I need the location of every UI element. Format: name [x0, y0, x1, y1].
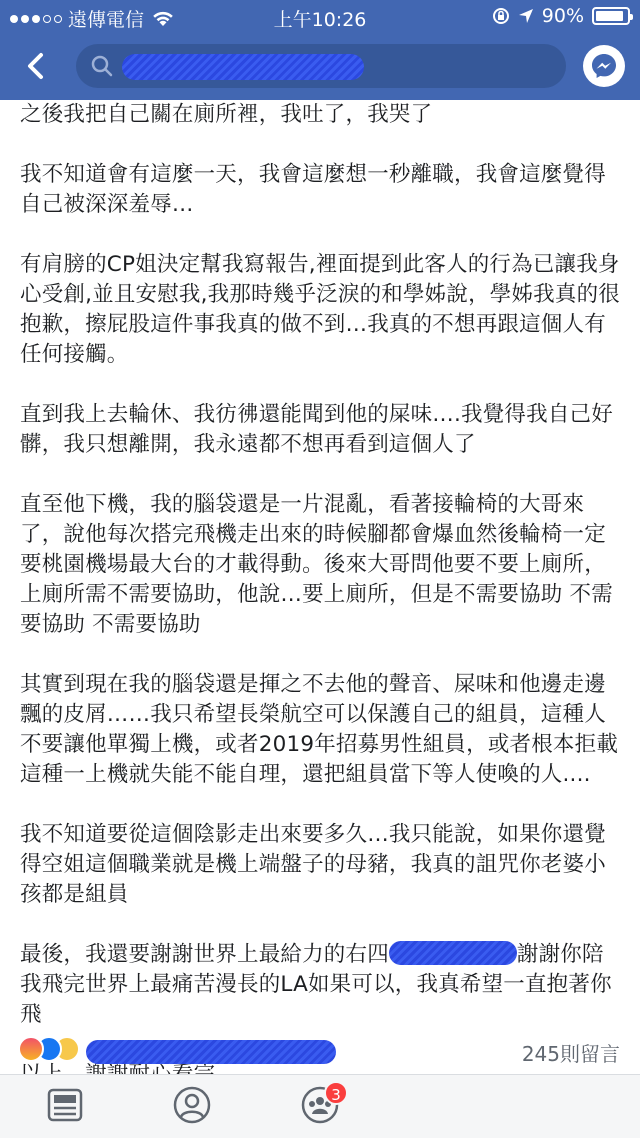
post-paragraph: 之後我把自己關在廁所裡，我吐了，我哭了 [20, 102, 433, 127]
nav-bar [0, 32, 640, 100]
status-bar [0, 0, 640, 32]
post-paragraph: 我不知道會有這麼一天，我會這麼想一秒離職，我會這麼覺得自己被深深羞辱… [20, 162, 606, 217]
post-paragraph-thanks [20, 940, 624, 1030]
reactions-bar[interactable] [18, 1034, 622, 1070]
post-body [20, 100, 624, 1027]
thanks-text-after: 謝謝你陪我飛完世界上最痛苦漫長的LA如果可以，我真希望一直抱著你飛 [20, 942, 612, 1027]
location-icon [518, 8, 534, 24]
redacted-search-text [122, 54, 364, 80]
post-paragraph: 直到我上去輪休、我彷彿還能聞到他的屎味….我覺得我自己好髒，我只想離開，我永遠都不想再看到這個人了 [20, 402, 613, 457]
post-paragraph: 我不知道要從這個陰影走出來要多久…我只能說，如果你還覺得空姐這個職業就是機上端盤子的母豬，我真的詛咒你老婆小孩都是組員 [20, 822, 606, 907]
angry-reaction-icon [18, 1036, 44, 1062]
news-feed-icon[interactable] [45, 1085, 85, 1125]
bottom-tab-bar [0, 1074, 640, 1138]
battery-percent: 90% [541, 5, 584, 27]
search-icon [90, 54, 114, 78]
chevron-left-icon[interactable] [18, 48, 54, 84]
carrier-name: 遠傳電信 [68, 9, 145, 31]
battery-icon [592, 7, 630, 25]
rotation-lock-icon [492, 7, 510, 25]
search-input[interactable] [76, 44, 566, 88]
messenger-button[interactable] [583, 45, 625, 87]
post-paragraph: 其實到現在我的腦袋還是揮之不去他的聲音、屎味和他邊走邊飄的皮屑……我只希望長榮航空可以保護自己的組員，這種人不要讓他單獨上機，或者2019年招募男性組員，或者根本拒載這種一上機就失能不能自理，還把組員當下等人使喚的人.... [20, 672, 619, 787]
profile-icon[interactable] [172, 1085, 212, 1125]
messenger-icon [591, 53, 617, 79]
post-paragraph: 直至他下機，我的腦袋還是一片混亂，看著接輪椅的大哥來了，說他每次搭完飛機走出來的時候腳都會爆血然後輪椅一定要桃園機場最大台的才載得動。後來大哥問他要不要上廁所，上廁所需不需要協助，他說…要上廁所，但是不需要協助 不需要協助 不需要協助 [20, 492, 613, 637]
comment-count[interactable]: 245則留言 [521, 1042, 620, 1066]
status-right-group [492, 5, 630, 27]
redacted-reactor-names [86, 1040, 336, 1064]
clock: 上午10:26 [273, 9, 367, 31]
notification-badge: 3 [324, 1081, 348, 1105]
thanks-text-before: 最後，我還要謝謝世界上最給力的右四 [20, 942, 389, 967]
redacted-name [389, 941, 517, 965]
post-paragraph: 有肩膀的CP姐決定幫我寫報告,裡面提到此客人的行為已讓我身心受創,並且安慰我,我那時幾乎泛淚的和學姊說，學姊我真的很抱歉，擦屁股這件事我真的做不到…我真的不想再跟這個人有任何接觸。 [20, 252, 620, 367]
